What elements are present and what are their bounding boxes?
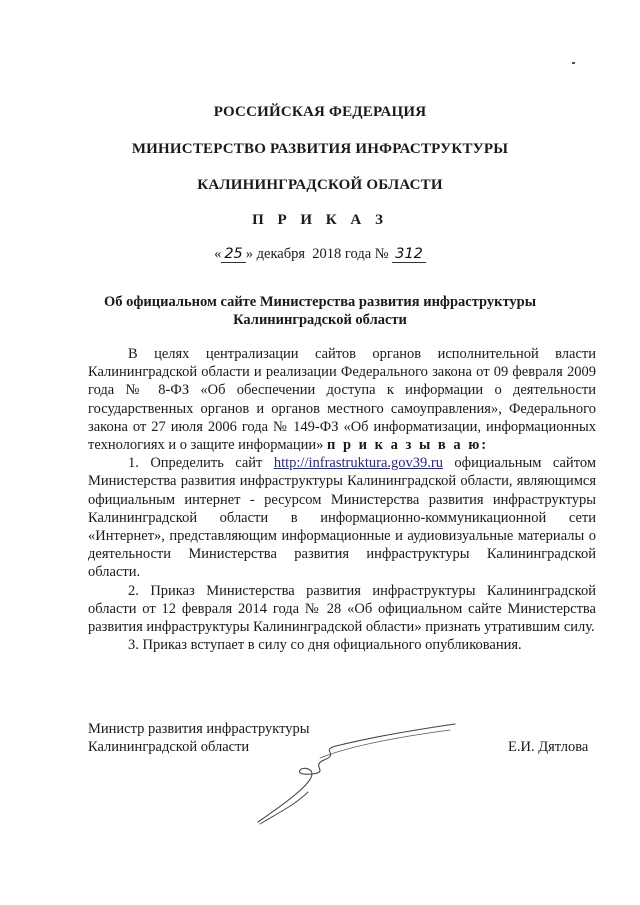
position-line-1: Министр развития инфраструктуры [88,721,310,737]
website-link[interactable]: http://infrastruktura.gov39.ru [273,455,443,472]
subject-line-2: Калининградской области [233,312,407,328]
handwritten-day: 25 [221,246,245,262]
header-ministry: МИНИСТЕРСТВО РАЗВИТИЯ ИНФРАСТРУКТУРЫ [131,141,509,157]
handwritten-order-number: 312 [392,246,426,262]
date-and-number-label: декабря 2018 года № [253,246,393,262]
header-region: КАЛИНИНГРАДСКОЙ ОБЛАСТИ [197,177,443,193]
order-body [88,345,596,654]
handwritten-signature [250,720,460,830]
clause-1: 1. Определить сайт http://infrastruktura.gov39.ru официальным сайтом Министерства развития инфраструктуры Калининградской области, являющимся официальным интернет - ресурсом Министерства развития инфраструктуры Калининградской области в информационно-коммуникационной сети «Интернет», представляющим информационные и аудиовизуальные материалы о деятельности Министерства развития инфраструктуры Калининградской области. [88,455,596,581]
clause-2: 2. Приказ Министерства развития инфраструктуры Калининградской области от 12 февраля 2014 года № 28 «Об официальном сайте Министерства развития инфраструктуры Калининградской области» признать утратившим силу. [88,582,596,636]
order-word: п р и к а з ы в а ю: [327,437,489,454]
clause-3: 3. Приказ вступает в силу со дня официального опубликования. [128,637,522,654]
subject-line-1: Об официальном сайте Министерства развития инфраструктуры [103,294,537,310]
scan-speck [572,62,575,64]
close-quote: » [245,246,254,262]
preamble-paragraph: В целях централизации сайтов органов исполнительной власти Калининградской области и реализации Федерального закона от 09 февраля 2009 года № 8-ФЗ «Об обеспечении доступа к информации о деятельности государственных органов и органов местного самоуправления», Федерального закона от 27 июля 2006 года № 149-ФЗ «Об информатизации, информационных технологиях и о защите информации» п р и к а з ы в а ю: [88,346,596,454]
open-quote: « [214,246,222,262]
signatory-name: Е.И. Дятлова [508,739,589,755]
order-dateline [0,246,640,263]
header-country: РОССИЙСКАЯ ФЕДЕРАЦИЯ [213,104,427,120]
document-type-title: П Р И К А З [252,212,388,228]
position-line-2: Калининградской области [88,739,250,755]
